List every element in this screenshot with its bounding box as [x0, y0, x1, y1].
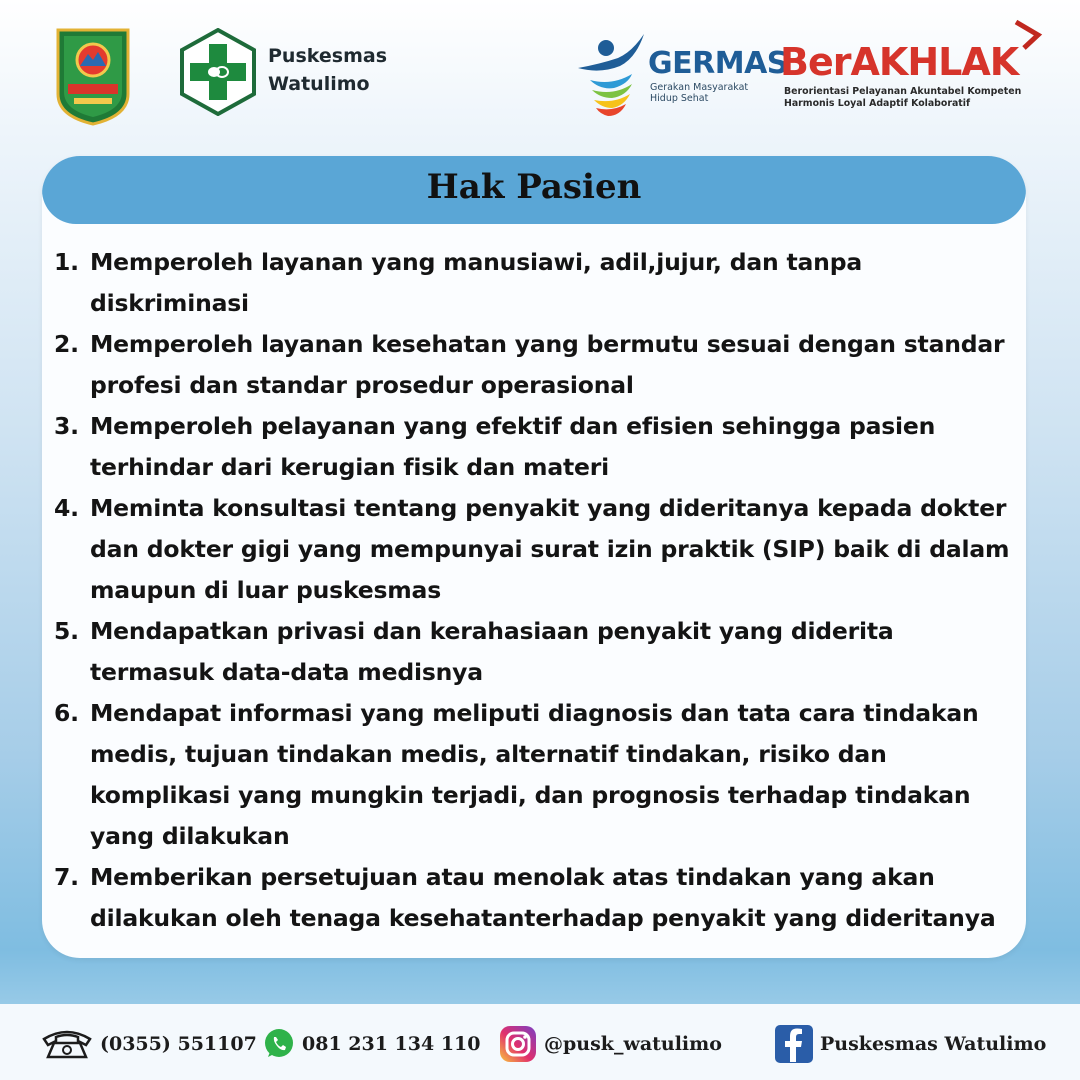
list-item: [54, 242, 1022, 324]
list-item-number: 5.: [54, 617, 79, 645]
whatsapp-number: 081 231 134 110: [302, 1033, 481, 1055]
list-item-number: 4.: [54, 494, 79, 522]
puskesmas-cross-icon: [178, 28, 258, 116]
whatsapp-icon: [262, 1027, 296, 1061]
instagram-contact[interactable]: [498, 1024, 722, 1064]
list-item-number: 3.: [54, 412, 79, 440]
header: [0, 0, 1080, 150]
germas-subtitle-line2: Hidup Sehat: [650, 93, 709, 104]
list-item: [54, 857, 1022, 939]
phone-number: (0355) 551107: [100, 1033, 257, 1055]
germas-title: GERMAS: [648, 46, 788, 81]
list-item-text: Meminta konsultasi tentang penyakit yang dideritanya kepada dokter dan dokter gigi yang mempunyai surat izin praktik (SIP) baik di dalam maupun di luar puskesmas: [90, 494, 1010, 604]
card-title-bar: [42, 156, 1026, 224]
telephone-icon: [40, 1027, 94, 1061]
rights-list: [54, 242, 1022, 939]
list-item: [54, 611, 1022, 693]
list-item-text: Memperoleh layanan kesehatan yang bermutu sesuai dengan standar profesi dan standar prosedur operasional: [90, 330, 1005, 399]
list-item-number: 6.: [54, 699, 79, 727]
organization-name-line1: Puskesmas: [268, 45, 388, 67]
list-item: [54, 693, 1022, 857]
berakhlak-subtitle: [784, 86, 1021, 110]
facebook-page-name: Puskesmas Watulimo: [820, 1033, 1047, 1055]
patient-rights-card: [42, 156, 1026, 958]
berakhlak-subtitle-line2: Harmonis Loyal Adaptif Kolaboratif: [784, 98, 971, 109]
list-item: [54, 324, 1022, 406]
berakhlak-title: BerAKHLAK: [780, 40, 1019, 84]
list-item: [54, 406, 1022, 488]
regency-emblem-icon: [52, 24, 134, 126]
chevron-right-icon: [1010, 18, 1044, 52]
organization-name: [268, 42, 387, 98]
contact-footer: [0, 1004, 1080, 1080]
whatsapp-contact[interactable]: [262, 1024, 481, 1064]
list-item-text: Mendapat informasi yang meliputi diagnosis dan tata cara tindakan medis, tujuan tindakan medis, alternatif tindakan, risiko dan komplikasi yang mungkin terjadi, dan prognosis terhadap tindakan yang dilakukan: [90, 699, 979, 850]
list-item-number: 7.: [54, 863, 79, 891]
phone-contact[interactable]: [40, 1024, 257, 1064]
list-item-number: 1.: [54, 248, 79, 276]
facebook-contact[interactable]: [774, 1024, 1046, 1064]
berakhlak-subtitle-line1: Berorientasi Pelayanan Akuntabel Kompeten: [784, 86, 1022, 97]
germas-subtitle: [650, 82, 748, 104]
list-item-text: Memberikan persetujuan atau menolak atas tindakan yang akan dilakukan oleh tenaga kesehatanterhadap penyakit yang dideritanya: [90, 863, 996, 932]
list-item-text: Memperoleh pelayanan yang efektif dan efisien sehingga pasien terhindar dari kerugian fisik dan materi: [90, 412, 936, 481]
page-title: Hak Pasien: [426, 167, 642, 207]
list-item-number: 2.: [54, 330, 79, 358]
facebook-icon: [774, 1024, 814, 1064]
germas-subtitle-line1: Gerakan Masyarakat: [650, 82, 749, 93]
organization-name-line2: Watulimo: [268, 73, 370, 95]
list-item-text: Memperoleh layanan yang manusiawi, adil,jujur, dan tanpa diskriminasi: [90, 248, 862, 317]
list-item: [54, 488, 1022, 611]
list-item-text: Mendapatkan privasi dan kerahasiaan penyakit yang diderita termasuk data-data medisnya: [90, 617, 894, 686]
instagram-icon: [498, 1024, 538, 1064]
instagram-handle: @pusk_watulimo: [544, 1033, 722, 1055]
